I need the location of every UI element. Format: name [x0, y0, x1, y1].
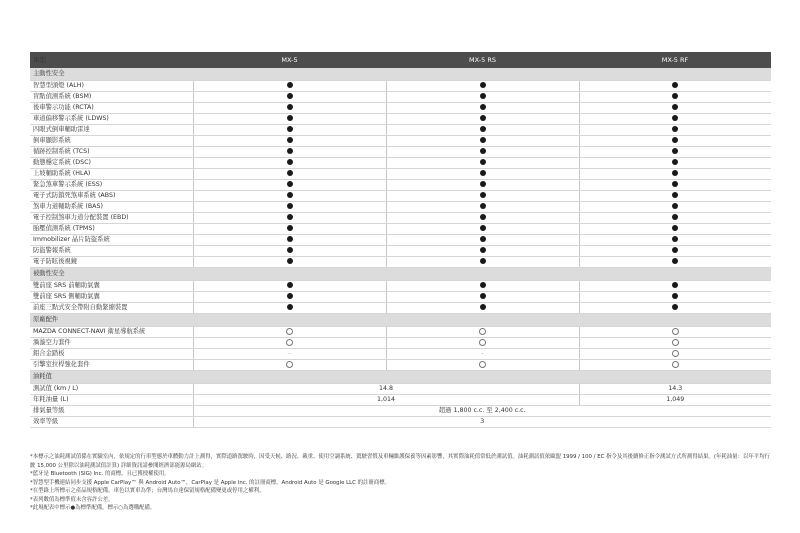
spec-cell	[193, 338, 386, 349]
spec-cell	[193, 136, 386, 147]
row-label: 前座三點式安全帶附自動緊縮裝置	[30, 303, 193, 314]
spec-cell	[193, 281, 386, 292]
section-row	[30, 268, 771, 281]
row-label: 車道偏移警示系統 (LDWS)	[30, 114, 193, 125]
spec-cell	[579, 191, 771, 202]
row-label: 測試值 (km / L)	[30, 384, 193, 395]
spec-cell	[193, 125, 386, 136]
spec-cell	[386, 114, 579, 125]
section-title: 被動性安全	[30, 268, 771, 281]
standard-dot-icon	[672, 247, 678, 253]
table-row	[30, 360, 771, 371]
fuel-row	[30, 395, 771, 406]
optional-circle-icon	[479, 328, 486, 335]
value-mx5rf: 14.3	[579, 384, 771, 395]
row-label: 四眼式倒車輔助雷達	[30, 125, 193, 136]
standard-dot-icon	[672, 258, 678, 264]
spec-cell	[579, 202, 771, 213]
table-row	[30, 114, 771, 125]
row-label: 電子式防鎖死煞車系統 (ABS)	[30, 191, 193, 202]
row-label: 引擎室拉桿強化套件	[30, 360, 193, 371]
table-row	[30, 303, 771, 314]
standard-dot-icon	[672, 93, 678, 99]
row-label: 後車警示功能 (RCTA)	[30, 103, 193, 114]
standard-dot-icon	[480, 236, 486, 242]
standard-dot-icon	[480, 104, 486, 110]
spec-cell	[579, 92, 771, 103]
optional-circle-icon	[672, 350, 679, 357]
footnotes	[30, 453, 775, 513]
standard-dot-icon	[287, 203, 293, 209]
standard-dot-icon	[672, 126, 678, 132]
spec-cell	[193, 235, 386, 246]
row-label: 年耗油量 (L)	[30, 395, 193, 406]
fuel-row	[30, 417, 771, 428]
value-mx5-mx5rs: 1,014	[193, 395, 579, 406]
spec-cell	[579, 158, 771, 169]
standard-dot-icon	[672, 192, 678, 198]
spec-cell	[386, 92, 579, 103]
standard-dot-icon	[480, 170, 486, 176]
spec-cell	[386, 349, 579, 360]
standard-dot-icon	[672, 115, 678, 121]
table-row	[30, 81, 771, 92]
table-row	[30, 327, 771, 338]
standard-dot-icon	[480, 115, 486, 121]
standard-dot-icon	[287, 293, 293, 299]
footnote-5: *表列數值為標準值未含容許公差。	[30, 496, 114, 503]
standard-dot-icon	[480, 137, 486, 143]
table-row	[30, 136, 771, 147]
spec-cell	[193, 202, 386, 213]
standard-dot-icon	[672, 282, 678, 288]
table-row	[30, 257, 771, 268]
standard-dot-icon	[480, 214, 486, 220]
spec-cell	[386, 81, 579, 92]
table-row	[30, 147, 771, 158]
optional-circle-icon	[672, 361, 679, 368]
spec-cell	[579, 136, 771, 147]
fuel-row	[30, 384, 771, 395]
spec-cell	[579, 114, 771, 125]
table-row	[30, 169, 771, 180]
section-row	[30, 68, 771, 81]
row-label: 電子防眩後視鏡	[30, 257, 193, 268]
row-label: MAZDA CONNECT-NAVI 衛星導航系統	[30, 327, 193, 338]
spec-cell	[386, 224, 579, 235]
spec-cell	[386, 103, 579, 114]
spec-cell	[193, 349, 386, 360]
spec-cell	[579, 169, 771, 180]
row-label: 排氣量等級	[30, 406, 193, 417]
value-all-models: 超過 1,800 c.c. 至 2,400 c.c.	[193, 406, 771, 417]
spec-cell	[193, 257, 386, 268]
standard-dot-icon	[480, 247, 486, 253]
optional-circle-icon	[286, 339, 293, 346]
spec-cell	[193, 360, 386, 371]
optional-circle-icon	[286, 328, 293, 335]
row-label: 盲點偵測系統 (BSM)	[30, 92, 193, 103]
optional-circle-icon	[479, 339, 486, 346]
standard-dot-icon	[480, 282, 486, 288]
row-label: 緊急煞車警示系統 (ESS)	[30, 180, 193, 191]
standard-dot-icon	[287, 236, 293, 242]
standard-dot-icon	[672, 104, 678, 110]
header-model-mx5: MX-5	[193, 52, 386, 68]
spec-cell	[193, 246, 386, 257]
row-label: 雙前座 SRS 前輔助氣囊	[30, 281, 193, 292]
spec-cell	[386, 360, 579, 371]
spec-cell	[193, 81, 386, 92]
footnote-3: *智慧型手機連結同步支援 Apple CarPlay™ 與 Android Auto™，CarPlay 是 Apple Inc. 的註冊商標，Android Auto 是 Google LLC 的註冊商標。	[30, 479, 390, 486]
spec-cell	[386, 281, 579, 292]
standard-dot-icon	[672, 225, 678, 231]
spec-cell	[386, 125, 579, 136]
spec-cell	[193, 158, 386, 169]
standard-dot-icon	[287, 115, 293, 121]
spec-cell	[193, 213, 386, 224]
not-available-dash: -	[481, 350, 484, 357]
section-title: 油耗值	[30, 371, 771, 384]
table-row	[30, 224, 771, 235]
spec-cell	[386, 136, 579, 147]
standard-dot-icon	[480, 203, 486, 209]
spec-cell	[193, 327, 386, 338]
optional-circle-icon	[286, 361, 293, 368]
table-row	[30, 281, 771, 292]
standard-dot-icon	[287, 137, 293, 143]
standard-dot-icon	[287, 181, 293, 187]
standard-dot-icon	[287, 93, 293, 99]
table-row	[30, 246, 771, 257]
spec-cell	[386, 338, 579, 349]
table-row	[30, 235, 771, 246]
row-label: 循跡控制系統 (TCS)	[30, 147, 193, 158]
spec-cell	[386, 147, 579, 158]
standard-dot-icon	[287, 304, 293, 310]
table-header	[30, 52, 771, 68]
standard-dot-icon	[480, 148, 486, 154]
spec-cell	[386, 191, 579, 202]
standard-dot-icon	[672, 148, 678, 154]
table-row	[30, 213, 771, 224]
row-label: 胎壓偵測系統 (TPMS)	[30, 224, 193, 235]
spec-cell	[193, 224, 386, 235]
footnote-2: *藍牙是 Bluetooth (SIG) Inc. 的商標，且已獲授權使用。	[30, 471, 170, 477]
table-row	[30, 180, 771, 191]
spec-cell	[579, 246, 771, 257]
spec-cell	[386, 202, 579, 213]
standard-dot-icon	[672, 170, 678, 176]
table-row	[30, 103, 771, 114]
header-model-mx5-rf: MX-5 RF	[579, 52, 771, 68]
standard-dot-icon	[480, 258, 486, 264]
optional-circle-icon	[672, 328, 679, 335]
footnote-4: *在型錄上所標示之產品規格配備，車色以實車為準；台灣馬自達保留規格配備變更或停用之權利。	[30, 488, 265, 494]
standard-dot-icon	[480, 181, 486, 187]
standard-dot-icon	[480, 93, 486, 99]
spec-cell	[386, 180, 579, 191]
header-model-mx5-rs: MX-5 RS	[386, 52, 579, 68]
spec-cell	[579, 125, 771, 136]
standard-dot-icon	[672, 82, 678, 88]
row-label: 電子控制煞車力道分配裝置 (EBD)	[30, 213, 193, 224]
standard-dot-icon	[480, 82, 486, 88]
spec-cell	[579, 103, 771, 114]
spec-cell	[579, 360, 771, 371]
spec-cell	[579, 213, 771, 224]
table-row	[30, 292, 771, 303]
row-label: 動態穩定系統 (DSC)	[30, 158, 193, 169]
spec-cell	[193, 303, 386, 314]
standard-dot-icon	[480, 225, 486, 231]
spec-cell	[579, 303, 771, 314]
spec-cell	[579, 349, 771, 360]
spec-cell	[579, 292, 771, 303]
table-row	[30, 158, 771, 169]
standard-dot-icon	[287, 247, 293, 253]
spec-cell	[193, 180, 386, 191]
standard-dot-icon	[287, 258, 293, 264]
row-label: 渦漩空力套件	[30, 338, 193, 349]
row-label: 鋁合金踏板	[30, 349, 193, 360]
not-available-dash: -	[288, 350, 291, 357]
row-label: Immobilizer 晶片防盜系統	[30, 235, 193, 246]
section-title: 主動性安全	[30, 68, 771, 81]
value-all-models: 3	[193, 417, 771, 428]
spec-cell	[386, 246, 579, 257]
spec-cell	[386, 257, 579, 268]
section-row	[30, 371, 771, 384]
spec-table	[30, 52, 771, 428]
spec-cell	[193, 169, 386, 180]
table-row	[30, 191, 771, 202]
spec-cell	[193, 292, 386, 303]
standard-dot-icon	[672, 304, 678, 310]
standard-dot-icon	[480, 293, 486, 299]
standard-dot-icon	[672, 214, 678, 220]
row-label: 雙前座 SRS 側輔助氣囊	[30, 292, 193, 303]
spec-cell	[386, 292, 579, 303]
fuel-row	[30, 406, 771, 417]
footnote-1: *本標示之油耗測試值係在實驗室內，依規定的行車型態於車體動力計上測得，實際道路駕駛時，因受天候、路況、載重、使用空調系統、駕駛習慣及車輛維護保養等因素影響，其實際油耗值常低於測試值。油耗測試值依歐盟 1999 / 100 / EC 指令及其後續修正指令測試方式所測得結果。(年耗油量：以年平均行駛 15,000 公里除以油耗測試值計算) 詳細資訊請參閱經濟部能源局網站。	[30, 454, 770, 469]
value-mx5-mx5rs: 14.8	[193, 384, 579, 395]
standard-dot-icon	[287, 126, 293, 132]
standard-dot-icon	[480, 126, 486, 132]
spec-cell	[579, 224, 771, 235]
spec-cell	[193, 114, 386, 125]
standard-dot-icon	[287, 192, 293, 198]
spec-cell	[579, 327, 771, 338]
spec-cell	[579, 180, 771, 191]
row-label: 煞車力道輔助系統 (BAS)	[30, 202, 193, 213]
standard-dot-icon	[672, 181, 678, 187]
standard-dot-icon	[287, 214, 293, 220]
section-title: 原廠配件	[30, 314, 771, 327]
spec-cell	[579, 81, 771, 92]
standard-dot-icon	[287, 170, 293, 176]
spec-cell	[579, 338, 771, 349]
standard-dot-icon	[287, 148, 293, 154]
standard-dot-icon	[672, 137, 678, 143]
table-row	[30, 125, 771, 136]
spec-cell	[386, 235, 579, 246]
standard-dot-icon	[480, 304, 486, 310]
spec-cell	[193, 92, 386, 103]
spec-cell	[386, 327, 579, 338]
spec-cell	[193, 191, 386, 202]
row-label: 防盜警報系統	[30, 246, 193, 257]
standard-dot-icon	[672, 236, 678, 242]
standard-dot-icon	[672, 203, 678, 209]
spec-cell	[193, 147, 386, 158]
table-row	[30, 92, 771, 103]
spec-cell	[386, 158, 579, 169]
standard-dot-icon	[287, 82, 293, 88]
section-row	[30, 314, 771, 327]
standard-dot-icon	[287, 159, 293, 165]
standard-dot-icon	[480, 192, 486, 198]
spec-cell	[386, 169, 579, 180]
standard-dot-icon	[287, 282, 293, 288]
table-row	[30, 349, 771, 360]
footnote-6: *此規配表中標示●為標準配備，標示○為選購配備。	[30, 505, 156, 511]
value-mx5rf: 1,049	[579, 395, 771, 406]
standard-dot-icon	[672, 293, 678, 299]
spec-cell	[579, 147, 771, 158]
row-label: 智慧型頭燈 (ALH)	[30, 81, 193, 92]
row-label: 上坡輔助系統 (HLA)	[30, 169, 193, 180]
row-label: 效率等級	[30, 417, 193, 428]
row-label: 倒車顯影系統	[30, 136, 193, 147]
spec-cell	[193, 103, 386, 114]
header-label: 車型	[30, 52, 193, 68]
standard-dot-icon	[287, 225, 293, 231]
optional-circle-icon	[479, 361, 486, 368]
spec-cell	[579, 235, 771, 246]
table-row	[30, 338, 771, 349]
spec-cell	[386, 213, 579, 224]
spec-cell	[386, 303, 579, 314]
spec-cell	[579, 281, 771, 292]
standard-dot-icon	[480, 159, 486, 165]
spec-cell	[579, 257, 771, 268]
standard-dot-icon	[287, 104, 293, 110]
standard-dot-icon	[672, 159, 678, 165]
optional-circle-icon	[672, 339, 679, 346]
table-row	[30, 202, 771, 213]
